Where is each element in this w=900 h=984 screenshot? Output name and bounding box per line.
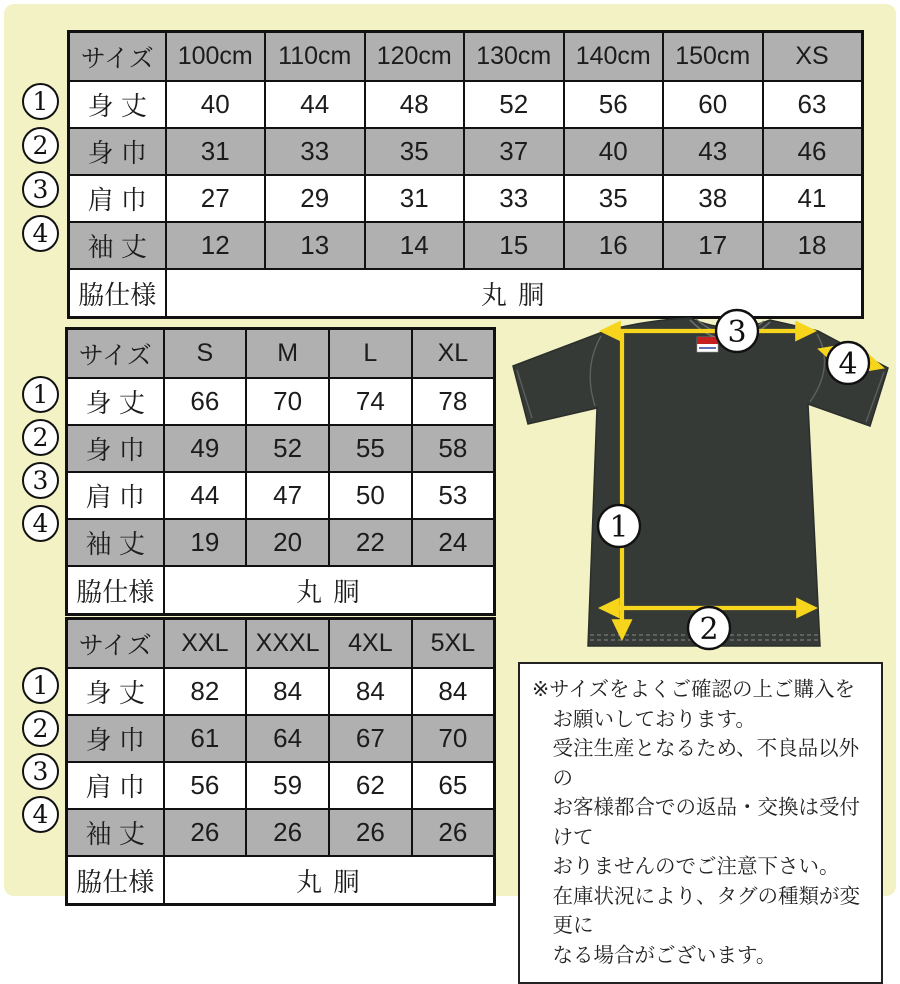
measure-value: 53	[412, 472, 495, 519]
measure-label: 袖 丈	[67, 519, 164, 566]
brand-tag	[697, 337, 718, 352]
size-column-header: 100cm	[166, 32, 266, 82]
row-marker-circle: 1	[22, 667, 59, 704]
side-spec-value: 丸 胴	[164, 856, 495, 905]
size-column-header: 4XL	[329, 619, 412, 669]
size-column-header: XS	[763, 32, 863, 82]
measure-value: 70	[246, 378, 329, 425]
svg-text:1: 1	[609, 510, 629, 545]
diagram-marker-1	[598, 505, 640, 547]
row-marker-circle: 3	[22, 753, 59, 790]
size-column-header: 5XL	[412, 619, 495, 669]
svg-text:3: 3	[727, 315, 747, 350]
size-column-header: S	[164, 329, 247, 379]
row-marker-circle: 2	[22, 127, 59, 164]
notice-line: お客様都合での返品・交換は受付けて	[552, 796, 860, 849]
measure-value: 67	[329, 715, 412, 762]
size-column-header: 140cm	[564, 32, 664, 82]
notice-line: 受注生産となるため、不良品以外の	[552, 737, 860, 790]
size-table	[65, 327, 496, 616]
table-row	[67, 378, 495, 425]
row-marker-circle: 3	[22, 462, 59, 499]
row-marker-circle: 4	[22, 505, 59, 542]
table-row	[69, 175, 863, 222]
diagram-marker-2	[688, 607, 730, 649]
measure-value: 33	[265, 128, 365, 175]
diagram-marker-3	[716, 310, 758, 352]
measure-value: 16	[564, 222, 664, 269]
size-column-header: 120cm	[365, 32, 465, 82]
table-row	[69, 81, 863, 128]
measure-label: 身 巾	[67, 425, 164, 472]
tshirt-measurement-diagram	[505, 306, 897, 654]
measure-label: 袖 丈	[67, 809, 164, 856]
size-column-header: 110cm	[265, 32, 365, 82]
table-row	[67, 472, 495, 519]
size-column-header: M	[246, 329, 329, 379]
measure-value: 43	[663, 128, 763, 175]
size-column-header: 130cm	[464, 32, 564, 82]
measure-label: 肩 巾	[69, 175, 166, 222]
notice-line: なる場合がございます。	[552, 943, 777, 967]
row-marker-circle: 1	[22, 376, 59, 413]
measure-value: 74	[329, 378, 412, 425]
measure-value: 37	[464, 128, 564, 175]
measure-value: 40	[166, 81, 266, 128]
table-row	[67, 715, 495, 762]
row-marker-circle: 2	[22, 710, 59, 747]
measure-value: 18	[763, 222, 863, 269]
row-marker-circle: 4	[22, 796, 59, 833]
notice-line: 在庫状況により、タグの種類が変更に	[552, 884, 860, 937]
side-spec-value: 丸 胴	[166, 269, 863, 318]
table-row	[67, 668, 495, 715]
size-table-kids	[67, 30, 864, 319]
measure-value: 22	[329, 519, 412, 566]
measure-value: 29	[265, 175, 365, 222]
measure-label: 身 丈	[69, 81, 166, 128]
measure-value: 58	[412, 425, 495, 472]
size-column-header: XL	[412, 329, 495, 379]
measure-label: 肩 巾	[67, 762, 164, 809]
measure-value: 35	[564, 175, 664, 222]
measure-value: 61	[164, 715, 247, 762]
svg-text:2: 2	[699, 612, 719, 647]
measure-label: 身 巾	[67, 715, 164, 762]
measure-value: 27	[166, 175, 266, 222]
notice-line: ※サイズをよくご確認の上ご購入を	[532, 678, 856, 701]
measure-value: 41	[763, 175, 863, 222]
measure-value: 15	[464, 222, 564, 269]
measure-value: 12	[166, 222, 266, 269]
measure-value: 48	[365, 81, 465, 128]
measure-value: 14	[365, 222, 465, 269]
measure-value: 63	[763, 81, 863, 128]
measure-value: 52	[246, 425, 329, 472]
measure-value: 47	[246, 472, 329, 519]
measure-value: 49	[164, 425, 247, 472]
size-table	[65, 617, 496, 906]
diagram-marker-4	[827, 342, 869, 384]
side-spec-label: 脇仕様	[69, 269, 166, 318]
size-header-label: サイズ	[67, 329, 164, 379]
row-marker-circle: 1	[22, 83, 59, 120]
measure-value: 55	[329, 425, 412, 472]
measure-value: 24	[412, 519, 495, 566]
measure-value: 60	[663, 81, 763, 128]
measure-value: 56	[564, 81, 664, 128]
purchase-notice	[518, 662, 883, 984]
measure-value: 38	[663, 175, 763, 222]
measure-value: 26	[412, 809, 495, 856]
size-header-label: サイズ	[67, 619, 164, 669]
measure-value: 31	[365, 175, 465, 222]
size-header-label: サイズ	[69, 32, 166, 82]
notice-line: おりませんのでご注意下さい。	[552, 855, 840, 878]
row-marker-circle: 3	[22, 171, 59, 208]
measure-value: 13	[265, 222, 365, 269]
row-marker-circle: 4	[22, 215, 59, 252]
size-table	[67, 30, 864, 319]
measure-label: 身 巾	[69, 128, 166, 175]
measure-value: 35	[365, 128, 465, 175]
measure-value: 52	[464, 81, 564, 128]
measure-value: 19	[164, 519, 247, 566]
table-footer-row	[67, 856, 495, 905]
table-row	[67, 762, 495, 809]
measure-value: 84	[412, 668, 495, 715]
table-row	[67, 425, 495, 472]
size-column-header: L	[329, 329, 412, 379]
measure-label: 身 丈	[67, 378, 164, 425]
measure-value: 56	[164, 762, 247, 809]
measure-value: 84	[246, 668, 329, 715]
measure-value: 44	[265, 81, 365, 128]
size-column-header: XXXL	[246, 619, 329, 669]
size-column-header: XXL	[164, 619, 247, 669]
measure-value: 65	[412, 762, 495, 809]
measure-label: 身 丈	[67, 668, 164, 715]
measure-value: 26	[164, 809, 247, 856]
size-table-big	[65, 617, 496, 906]
row-marker-circle: 2	[22, 419, 59, 456]
side-spec-value: 丸 胴	[164, 566, 495, 615]
measure-value: 82	[164, 668, 247, 715]
measure-value: 26	[329, 809, 412, 856]
svg-text:4: 4	[838, 347, 858, 382]
table-row	[67, 519, 495, 566]
measure-value: 62	[329, 762, 412, 809]
measure-value: 84	[329, 668, 412, 715]
measure-value: 66	[164, 378, 247, 425]
measure-label: 肩 巾	[67, 472, 164, 519]
measure-label: 袖 丈	[69, 222, 166, 269]
measure-value: 40	[564, 128, 664, 175]
measure-value: 78	[412, 378, 495, 425]
measure-value: 64	[246, 715, 329, 762]
table-row	[69, 222, 863, 269]
measure-value: 59	[246, 762, 329, 809]
measure-value: 44	[164, 472, 247, 519]
side-spec-label: 脇仕様	[67, 566, 164, 615]
table-row	[67, 809, 495, 856]
measure-value: 20	[246, 519, 329, 566]
table-row	[69, 128, 863, 175]
notice-line: お願いしております。	[552, 707, 756, 731]
measure-value: 70	[412, 715, 495, 762]
size-table-adult	[65, 327, 496, 616]
measure-value: 26	[246, 809, 329, 856]
measure-value: 33	[464, 175, 564, 222]
measure-value: 50	[329, 472, 412, 519]
measure-value: 31	[166, 128, 266, 175]
measure-value: 17	[663, 222, 763, 269]
size-column-header: 150cm	[663, 32, 763, 82]
side-spec-label: 脇仕様	[67, 856, 164, 905]
table-footer-row	[67, 566, 495, 615]
measure-value: 46	[763, 128, 863, 175]
